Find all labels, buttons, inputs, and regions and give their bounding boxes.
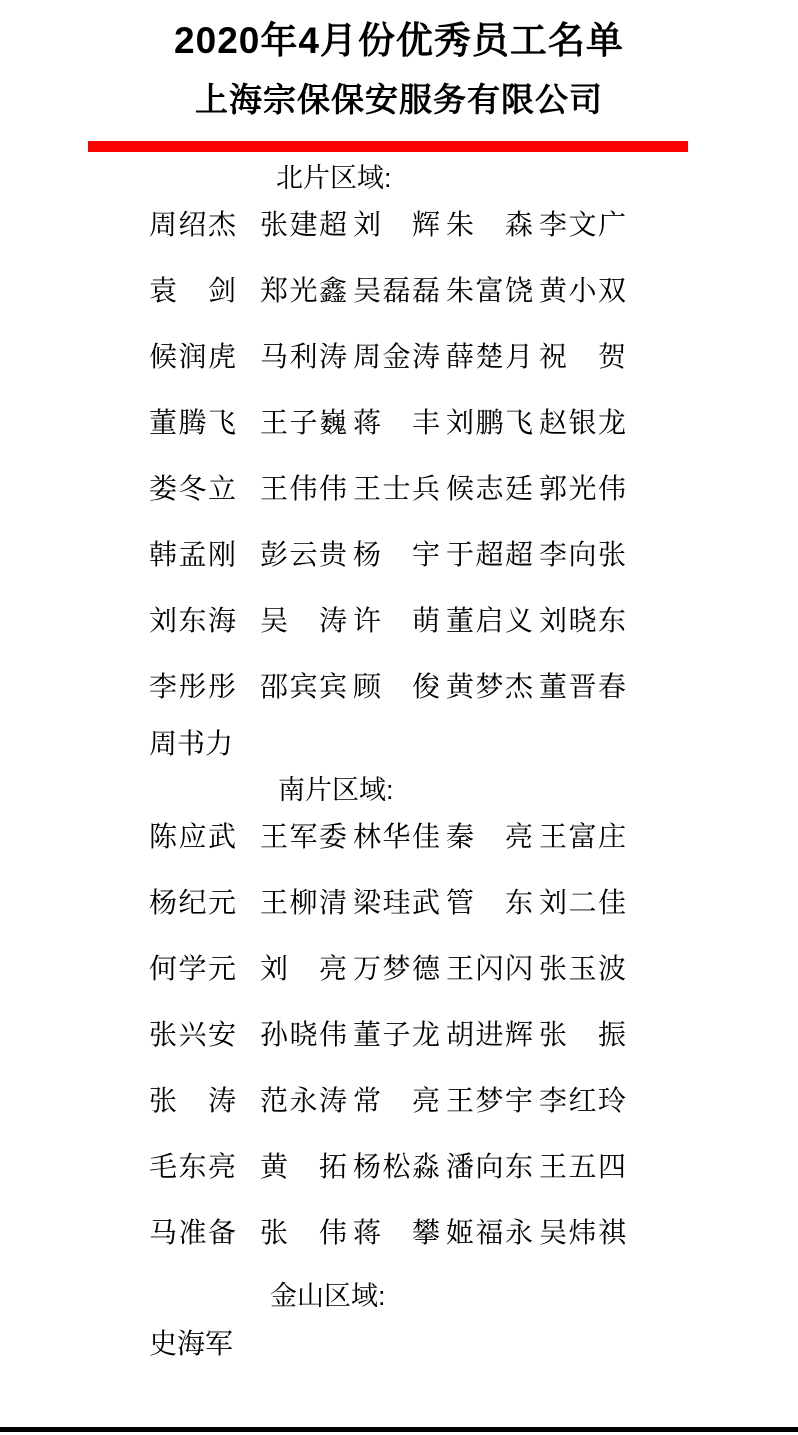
employee-name: 张 振	[539, 1019, 626, 1050]
employee-name: 王 五 四	[539, 1151, 626, 1182]
employee-name: 韩 孟 刚	[149, 539, 236, 570]
page-title: 2020年4月份优秀员工名单	[174, 20, 624, 61]
employee-name: 候 润 虎	[149, 341, 236, 372]
employee-name: 刘 二 佳	[539, 887, 626, 918]
employee-name: 胡 进 辉	[446, 1019, 533, 1050]
employee-name: 董 启 义	[446, 605, 533, 636]
employee-name: 董 腾 飞	[149, 407, 236, 438]
employee-name: 周 书 力	[149, 728, 234, 759]
bottom-border	[0, 1427, 798, 1432]
employee-name: 孙 晓 伟	[260, 1019, 347, 1050]
red-divider	[88, 141, 688, 152]
employee-name: 王 士 兵	[353, 473, 440, 504]
employee-name: 万 梦 德	[353, 953, 440, 984]
employee-name: 董 子 龙	[353, 1019, 440, 1050]
employee-name: 李 文 广	[539, 209, 626, 240]
name-row	[0, 1324, 798, 1364]
employee-name: 梁 珪 武	[353, 887, 440, 918]
employee-name: 秦 亮	[446, 821, 533, 852]
employee-name: 李 红 玲	[539, 1085, 626, 1116]
name-row	[0, 258, 798, 324]
employee-name: 潘 向 东	[446, 1151, 533, 1182]
employee-name: 王 伟 伟	[260, 473, 347, 504]
name-row	[0, 456, 798, 522]
employee-name: 顾 俊	[353, 671, 440, 702]
employee-name: 候 志 廷	[446, 473, 533, 504]
employee-name: 毛 东 亮	[149, 1151, 236, 1182]
employee-name: 李 彤 彤	[149, 671, 236, 702]
employee-name: 管 东	[446, 887, 533, 918]
employee-name: 黄 小 双	[539, 275, 626, 306]
employee-name: 吴 磊 磊	[353, 275, 440, 306]
employee-name: 张 兴 安	[149, 1019, 236, 1050]
employee-name: 常 亮	[353, 1085, 440, 1116]
employee-name: 刘 辉	[353, 209, 440, 240]
section-label: 北片区域:	[276, 163, 392, 193]
name-row	[0, 654, 798, 720]
employee-name: 张 涛	[149, 1085, 236, 1116]
employee-name: 郭 光 伟	[539, 473, 626, 504]
employee-name: 李 向 张	[539, 539, 626, 570]
employee-name: 吴 炜 祺	[539, 1217, 626, 1248]
employee-name: 马 利 涛	[260, 341, 347, 372]
employee-name: 彭 云 贵	[260, 539, 347, 570]
name-row	[0, 870, 798, 936]
employee-name: 蒋 丰	[353, 407, 440, 438]
employee-name: 王 梦 宇	[446, 1085, 533, 1116]
name-row	[0, 192, 798, 258]
company-name: 上海宗保保安服务有限公司	[195, 81, 603, 118]
name-row	[0, 1002, 798, 1068]
name-row	[0, 1068, 798, 1134]
employee-name: 许 萌	[353, 605, 440, 636]
employee-name: 姬 福 永	[446, 1217, 533, 1248]
employee-name: 杨 宇	[353, 539, 440, 570]
employee-name: 祝 贺	[539, 341, 626, 372]
name-row	[0, 1134, 798, 1200]
name-row	[0, 936, 798, 1002]
section-label: 金山区域:	[270, 1281, 386, 1311]
employee-name: 张 玉 波	[539, 953, 626, 984]
name-row	[0, 522, 798, 588]
region-section	[0, 164, 798, 768]
section-label: 南片区域:	[278, 775, 394, 805]
employee-name: 吴 涛	[260, 605, 347, 636]
employee-name: 杨 纪 元	[149, 887, 236, 918]
employee-name: 陈 应 武	[149, 821, 236, 852]
employee-list-document	[0, 20, 798, 1364]
employee-name: 邵 宾 宾	[260, 671, 347, 702]
employee-name: 薛 楚 月	[446, 341, 533, 372]
employee-name: 袁 剑	[149, 275, 236, 306]
sections-container	[0, 164, 798, 1364]
employee-name: 王 闪 闪	[446, 953, 533, 984]
employee-name: 娄 冬 立	[149, 473, 236, 504]
employee-name: 王 军 委	[260, 821, 347, 852]
region-section	[0, 1282, 798, 1364]
employee-name: 张 伟	[260, 1217, 347, 1248]
name-row	[0, 1200, 798, 1266]
employee-name: 刘 亮	[260, 953, 347, 984]
employee-name: 刘 晓 东	[539, 605, 626, 636]
employee-name: 周 金 涛	[353, 341, 440, 372]
employee-name: 何 学 元	[149, 953, 236, 984]
employee-name: 赵 银 龙	[539, 407, 626, 438]
employee-name: 林 华 佳	[353, 821, 440, 852]
employee-name: 王 柳 清	[260, 887, 347, 918]
employee-name: 于 超 超	[446, 539, 533, 570]
employee-name: 黄 梦 杰	[446, 671, 533, 702]
employee-name: 黄 拓	[260, 1151, 347, 1182]
employee-name: 王 富 庄	[539, 821, 626, 852]
employee-name: 范 永 涛	[260, 1085, 347, 1116]
employee-name: 董 晋 春	[539, 671, 626, 702]
employee-name: 马 准 备	[149, 1217, 236, 1248]
name-row	[0, 720, 798, 768]
employee-name: 史 海 军	[149, 1328, 234, 1359]
employee-name: 杨 松 淼	[353, 1151, 440, 1182]
name-row	[0, 588, 798, 654]
name-row	[0, 324, 798, 390]
employee-name: 朱 富 饶	[446, 275, 533, 306]
employee-name: 郑 光 鑫	[260, 275, 347, 306]
employee-name: 周 绍 杰	[149, 209, 236, 240]
employee-name: 蒋 攀	[353, 1217, 440, 1248]
name-row	[0, 804, 798, 870]
region-section	[0, 776, 798, 1266]
employee-name: 朱 森	[446, 209, 533, 240]
employee-name: 刘 鹏 飞	[446, 407, 533, 438]
employee-name: 王 子 巍	[260, 407, 347, 438]
name-row	[0, 390, 798, 456]
employee-name: 刘 东 海	[149, 605, 236, 636]
employee-name: 张 建 超	[260, 209, 347, 240]
